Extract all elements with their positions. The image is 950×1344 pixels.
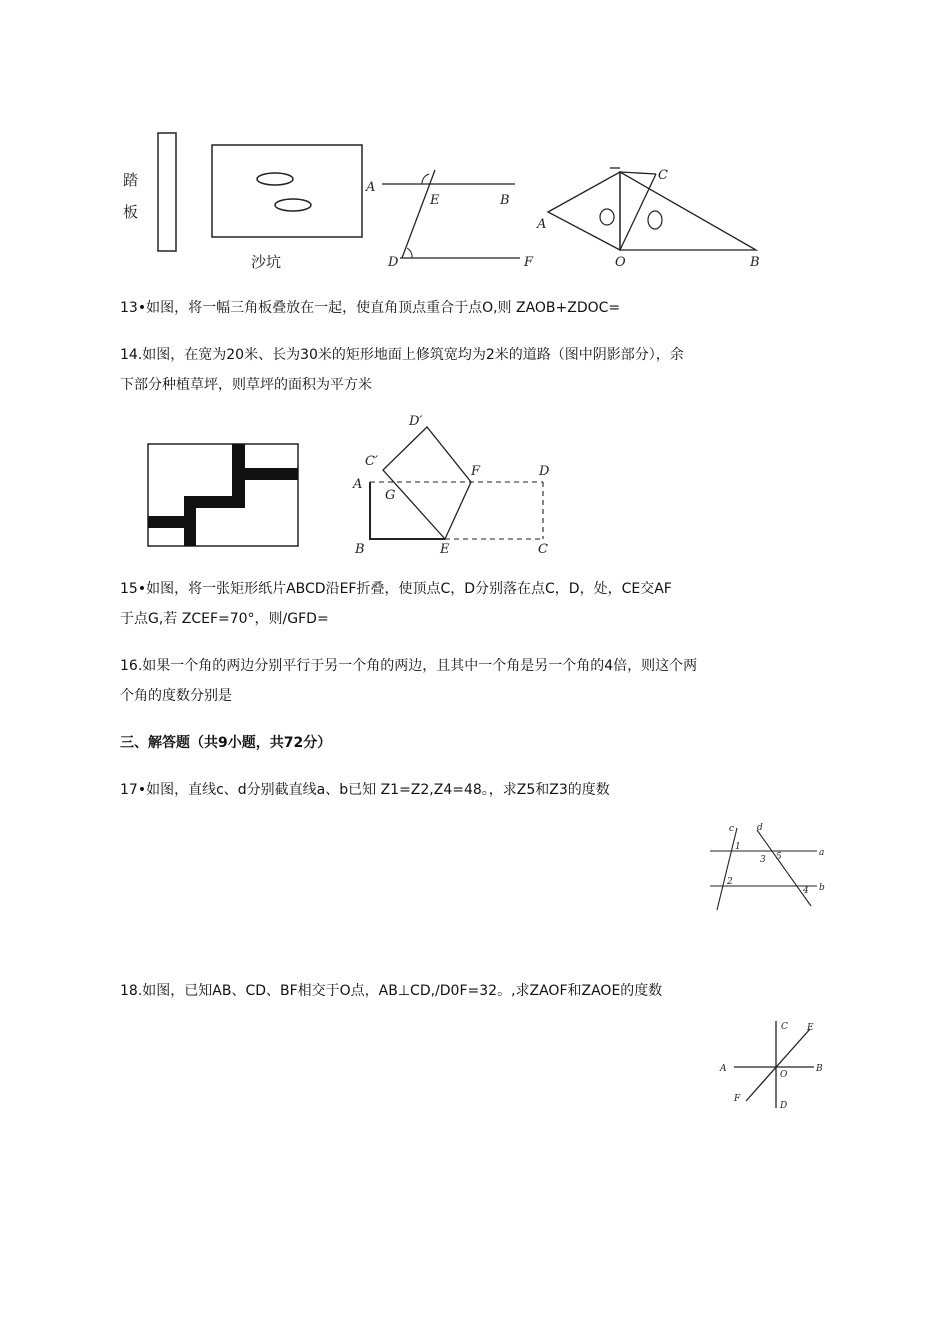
label-C: C: [538, 542, 548, 557]
question-18: 18.如图，已知AB、CD、BF相交于O点，AB⊥CD,∕D0F=32。,求ZAOF和ZAOE的度数: [120, 983, 663, 999]
label-O: O: [780, 1070, 788, 1080]
figure-parallel-lines: [360, 160, 540, 275]
label-D: D: [388, 255, 399, 270]
label-B: B: [750, 255, 760, 270]
label-F: F: [524, 255, 534, 270]
question-16-line-1: 16.如果一个角的两边分别平行于另一个角的两边，且其中一个角是另一个角的4倍，则这个两: [120, 658, 698, 674]
label-B: B: [816, 1064, 823, 1074]
label-D: D: [780, 1101, 788, 1111]
footprint-1: [257, 173, 293, 185]
label-F: F: [471, 464, 481, 479]
label-E: E: [440, 542, 450, 557]
label-E: E: [430, 193, 440, 208]
label-A: A: [353, 477, 363, 492]
board-label-1: 踏: [123, 171, 139, 189]
label-A: A: [366, 180, 376, 195]
label-E: E: [807, 1023, 814, 1033]
pit-rect: [212, 145, 362, 237]
label-A: A: [537, 217, 547, 232]
figure-q17-transversals: [705, 818, 830, 913]
question-17: 17•如图，直线c、d分别截直线a、b已知 Z1=Z2,Z4=48。，求Z5和Z3的度数: [120, 782, 610, 798]
question-16-line-2: 个角的度数分别是: [120, 688, 232, 704]
label-G: G: [385, 488, 396, 503]
label-angle-5: 5: [776, 852, 782, 862]
label-C: C: [781, 1022, 788, 1032]
label-b: b: [819, 883, 825, 893]
board-label-2: 板: [123, 203, 139, 221]
section-3-heading: 三、解答题（共9小题，共72分）: [120, 735, 332, 751]
label-O: O: [615, 255, 626, 270]
question-15-line-1: 15•如图，将一张矩形纸片ABCD沿EF折叠，使顶点C，D分别落在点C，D，处，CE交AF: [120, 581, 672, 597]
question-14-line-1: 14.如图，在宽为20米、长为30米的矩形地面上修筑宽均为2米的道路（图中阴影部分），余: [120, 347, 684, 363]
label-angle-4: 4: [803, 886, 809, 896]
pit-label: 沙坑: [251, 253, 282, 271]
label-A: A: [720, 1064, 727, 1074]
figure-set-squares: [530, 160, 780, 275]
footprint-2: [275, 199, 311, 211]
label-C-prime: C′: [365, 454, 378, 469]
question-13: 13•如图，将一幅三角板叠放在一起，使直角顶点重合于点O,则 ZAOB+ZDOC=: [120, 300, 621, 316]
label-d: d: [757, 823, 763, 833]
board-rect: [158, 133, 176, 251]
question-15-line-2: 于点G,若 ZCEF=70°，则∕GFD=: [120, 611, 329, 627]
label-c: c: [729, 824, 735, 834]
label-B: B: [355, 542, 365, 557]
label-D: D: [539, 464, 550, 479]
label-a: a: [819, 848, 825, 858]
figure-folded-rectangle: [345, 405, 565, 560]
label-C: C: [658, 168, 668, 183]
figure-road-grid: [144, 440, 304, 550]
figure-q18-intersecting-lines: [718, 1015, 833, 1115]
label-angle-2: 2: [727, 877, 733, 887]
label-B: B: [500, 193, 510, 208]
label-D-prime: D′: [409, 414, 423, 429]
label-F: F: [734, 1094, 741, 1104]
figure-sandpit: [115, 125, 375, 275]
question-14-line-2: 下部分种植草坪，则草坪的面积为平方米: [120, 377, 372, 393]
label-angle-1: 1: [735, 842, 741, 852]
label-angle-3: 3: [760, 855, 766, 865]
